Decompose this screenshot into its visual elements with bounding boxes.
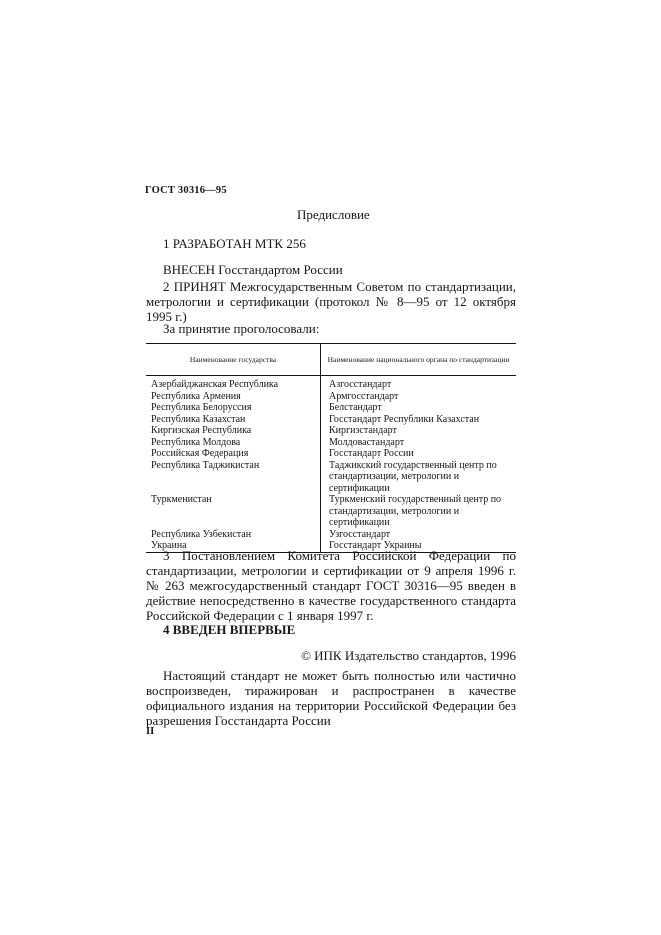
item-first-introduced: 4 ВВЕДЕН ВПЕРВЫЕ [163, 622, 296, 637]
state-cell: Республика Казахстан [151, 413, 246, 425]
state-cell: Российская Федерация [151, 448, 249, 459]
body-cell: Госстандарт Украины [321, 540, 517, 552]
body-cell: Армгосстандарт [321, 391, 517, 403]
state-cell: Республика Молдова [151, 436, 241, 448]
state-cell: Украина [146, 540, 321, 552]
table-header-row [146, 344, 516, 376]
body-cell: Молдовастандарт [321, 437, 517, 449]
state-cell: Республика Белоруссия [151, 402, 252, 413]
state-cell: Республика Армения [151, 390, 241, 402]
item-enacted: 3 Постановлением Комитета Российской Федерации по стандартизации, метрологии и сертификации от 9 апреля 1996 г. № 263 межгосударственный стандарт ГОСТ 30316—95 введен в действие непосредственно в качестве государственного стандарта Российской Федерации с 1 января 1997 г. [146, 548, 516, 623]
body-cell: Узгосстандарт [321, 529, 517, 541]
body-cell: Киргизстандарт [321, 425, 517, 437]
reproduction-notice: Настоящий стандарт не может быть полностью или частично воспроизведен, тиражирован и распространен в качестве официального издания на территории Российской Федерации без разрешения Госстандарта России [146, 668, 516, 728]
body-cell: Госстандарт Республики Казахстан [321, 414, 517, 426]
page-number: II [146, 726, 155, 737]
table-row [146, 494, 516, 529]
body-cell: Госстандарт России [321, 448, 517, 460]
table-row [146, 391, 516, 403]
document-code: ГОСТ 30316—95 [145, 185, 227, 196]
state-cell: Туркменистан [151, 494, 212, 505]
table-row [146, 414, 516, 426]
table-row [146, 402, 516, 414]
table-row [146, 437, 516, 449]
state-cell: Азербайджанская Республика [151, 379, 279, 390]
table-row [146, 425, 516, 437]
header-state: Наименование государства [146, 344, 321, 376]
state-cell: Республика Узбекистан [151, 528, 252, 540]
copyright-line: © ИПК Издательство стандартов, 1996 [301, 648, 516, 663]
body-cell: Азгосстандарт [321, 376, 517, 391]
body-cell: Белстандарт [321, 402, 517, 414]
preface-title: Предисловие [297, 207, 370, 222]
item-introduced-by: ВНЕСЕН Госстандартом России [163, 262, 343, 277]
table-row [146, 448, 516, 460]
table-row [146, 460, 516, 495]
body-cell: Туркменский государственный центр по стандартизации, метрологии и сертификации [321, 494, 517, 529]
state-cell: Республика Таджикистан [151, 459, 260, 471]
header-national-body: Наименование национального органа по стандартизации [321, 344, 517, 376]
item-developed-by: 1 РАЗРАБОТАН МТК 256 [163, 236, 306, 251]
vote-intro: За принятие проголосовали: [163, 321, 320, 336]
table-row [146, 529, 516, 541]
table-row [146, 376, 516, 391]
voting-states-table [146, 343, 516, 553]
body-cell: Таджикский государственный центр по стандартизации, метрологии и сертификации [321, 460, 517, 495]
item-adopted-by: 2 ПРИНЯТ Межгосударственным Советом по стандартизации, метрологии и сертификации (протокол № 8—95 от 12 октября 1995 г.) [146, 279, 516, 324]
state-cell: Киргизская Республика [151, 425, 252, 436]
